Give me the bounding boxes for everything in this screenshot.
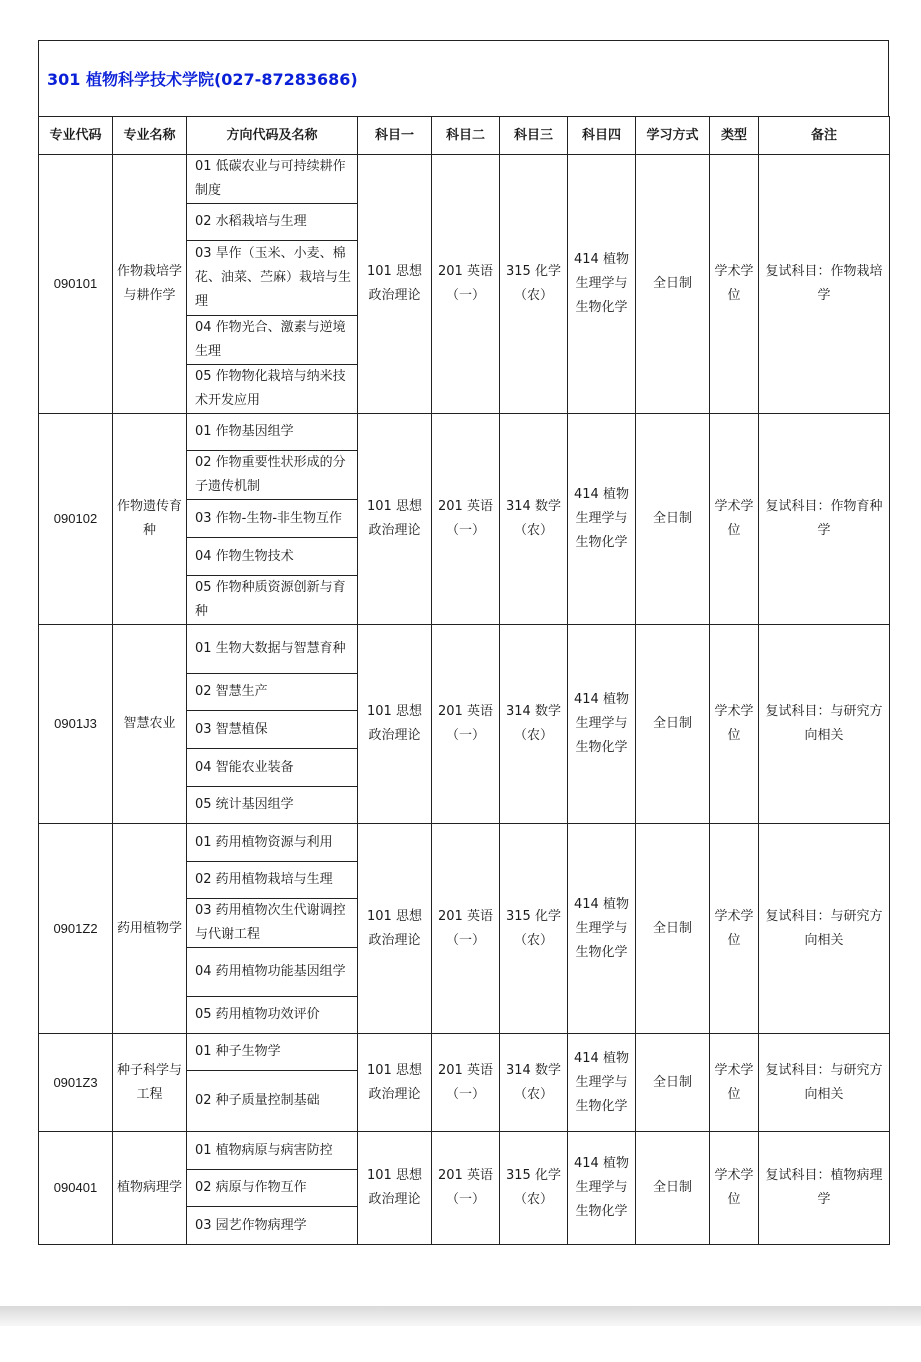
table-row [39,155,890,204]
direction-item: 03 智慧植保 [187,711,358,749]
program-code: 0901Z3 [39,1034,113,1132]
subject-1: 101 思想政治理论 [358,414,432,625]
header-type: 类型 [710,117,759,155]
direction-item: 01 低碳农业与可持续耕作制度 [187,155,358,204]
subject-3: 315 化学（农） [500,824,568,1034]
direction-item: 04 作物光合、激素与逆境生理 [187,316,358,365]
direction-item: 04 作物生物技术 [187,538,358,576]
direction-item: 02 病原与作物互作 [187,1170,358,1207]
direction-item: 02 水稻栽培与生理 [187,204,358,241]
program-code: 090102 [39,414,113,625]
program-name: 种子科学与工程 [113,1034,187,1132]
subject-2: 201 英语（一） [432,824,500,1034]
program-rows [39,155,890,1245]
subject-3: 314 数学（农） [500,414,568,625]
subject-4: 414 植物生理学与生物化学 [568,1034,636,1132]
program-note: 复试科目：与研究方向相关 [759,824,890,1034]
direction-item: 02 药用植物栽培与生理 [187,862,358,899]
direction-item: 05 药用植物功效评价 [187,997,358,1034]
header-subject-2: 科目二 [432,117,500,155]
program-note: 复试科目：植物病理学 [759,1132,890,1245]
direction-item: 03 园艺作物病理学 [187,1207,358,1245]
header-code: 专业代码 [39,117,113,155]
subject-3: 314 数学（农） [500,625,568,824]
direction-item: 04 药用植物功能基因组学 [187,948,358,997]
study-mode: 全日制 [636,824,710,1034]
degree-type: 学术学位 [710,414,759,625]
direction-item: 01 药用植物资源与利用 [187,824,358,862]
program-note: 复试科目：与研究方向相关 [759,1034,890,1132]
subject-4: 414 植物生理学与生物化学 [568,824,636,1034]
program-note: 复试科目：作物育种学 [759,414,890,625]
header-mode: 学习方式 [636,117,710,155]
viewer-bottom-bar [0,1306,921,1326]
table-row [39,625,890,674]
program-code: 090101 [39,155,113,414]
direction-item: 01 植物病原与病害防控 [187,1132,358,1170]
direction-item: 03 旱作（玉米、小麦、棉花、油菜、苎麻）栽培与生理 [187,241,358,316]
subject-3: 315 化学（农） [500,1132,568,1245]
header-subject-4: 科目四 [568,117,636,155]
header-direction: 方向代码及名称 [187,117,358,155]
program-name: 智慧农业 [113,625,187,824]
college-header [38,40,889,116]
subject-2: 201 英语（一） [432,625,500,824]
subject-4: 414 植物生理学与生物化学 [568,414,636,625]
subject-3: 314 数学（农） [500,1034,568,1132]
direction-item: 05 作物物化栽培与纳米技术开发应用 [187,365,358,414]
direction-item: 03 药用植物次生代谢调控与代谢工程 [187,899,358,948]
subject-1: 101 思想政治理论 [358,1132,432,1245]
admissions-page [38,40,889,1245]
header-subject-3: 科目三 [500,117,568,155]
direction-item: 01 种子生物学 [187,1034,358,1071]
college-title: 301 植物科学技术学院(027-87283686) [47,70,358,89]
header-row [39,117,890,155]
program-note: 复试科目：与研究方向相关 [759,625,890,824]
program-table [38,116,890,1245]
degree-type: 学术学位 [710,155,759,414]
direction-item: 01 作物基因组学 [187,414,358,451]
subject-4: 414 植物生理学与生物化学 [568,625,636,824]
study-mode: 全日制 [636,1132,710,1245]
subject-1: 101 思想政治理论 [358,155,432,414]
program-name: 植物病理学 [113,1132,187,1245]
program-code: 090401 [39,1132,113,1245]
subject-2: 201 英语（一） [432,1132,500,1245]
degree-type: 学术学位 [710,625,759,824]
degree-type: 学术学位 [710,824,759,1034]
table-row [39,1034,890,1071]
subject-4: 414 植物生理学与生物化学 [568,1132,636,1245]
table-row [39,414,890,451]
direction-item: 05 作物种质资源创新与育种 [187,576,358,625]
study-mode: 全日制 [636,1034,710,1132]
direction-item: 02 作物重要性状形成的分子遗传机制 [187,451,358,500]
program-code: 0901Z2 [39,824,113,1034]
subject-1: 101 思想政治理论 [358,1034,432,1132]
header-name: 专业名称 [113,117,187,155]
study-mode: 全日制 [636,414,710,625]
study-mode: 全日制 [636,155,710,414]
subject-1: 101 思想政治理论 [358,824,432,1034]
subject-2: 201 英语（一） [432,414,500,625]
direction-item: 02 智慧生产 [187,674,358,711]
direction-item: 04 智能农业装备 [187,749,358,787]
table-row [39,824,890,862]
study-mode: 全日制 [636,625,710,824]
program-note: 复试科目：作物栽培学 [759,155,890,414]
subject-1: 101 思想政治理论 [358,625,432,824]
subject-4: 414 植物生理学与生物化学 [568,155,636,414]
direction-item: 05 统计基因组学 [187,787,358,824]
program-name: 药用植物学 [113,824,187,1034]
subject-2: 201 英语（一） [432,1034,500,1132]
degree-type: 学术学位 [710,1034,759,1132]
direction-item: 02 种子质量控制基础 [187,1071,358,1132]
subject-3: 315 化学（农） [500,155,568,414]
program-code: 0901J3 [39,625,113,824]
table-row [39,1132,890,1170]
header-note: 备注 [759,117,890,155]
header-subject-1: 科目一 [358,117,432,155]
direction-item: 01 生物大数据与智慧育种 [187,625,358,674]
program-name: 作物栽培学与耕作学 [113,155,187,414]
direction-item: 03 作物-生物-非生物互作 [187,500,358,538]
subject-2: 201 英语（一） [432,155,500,414]
degree-type: 学术学位 [710,1132,759,1245]
program-name: 作物遗传育种 [113,414,187,625]
